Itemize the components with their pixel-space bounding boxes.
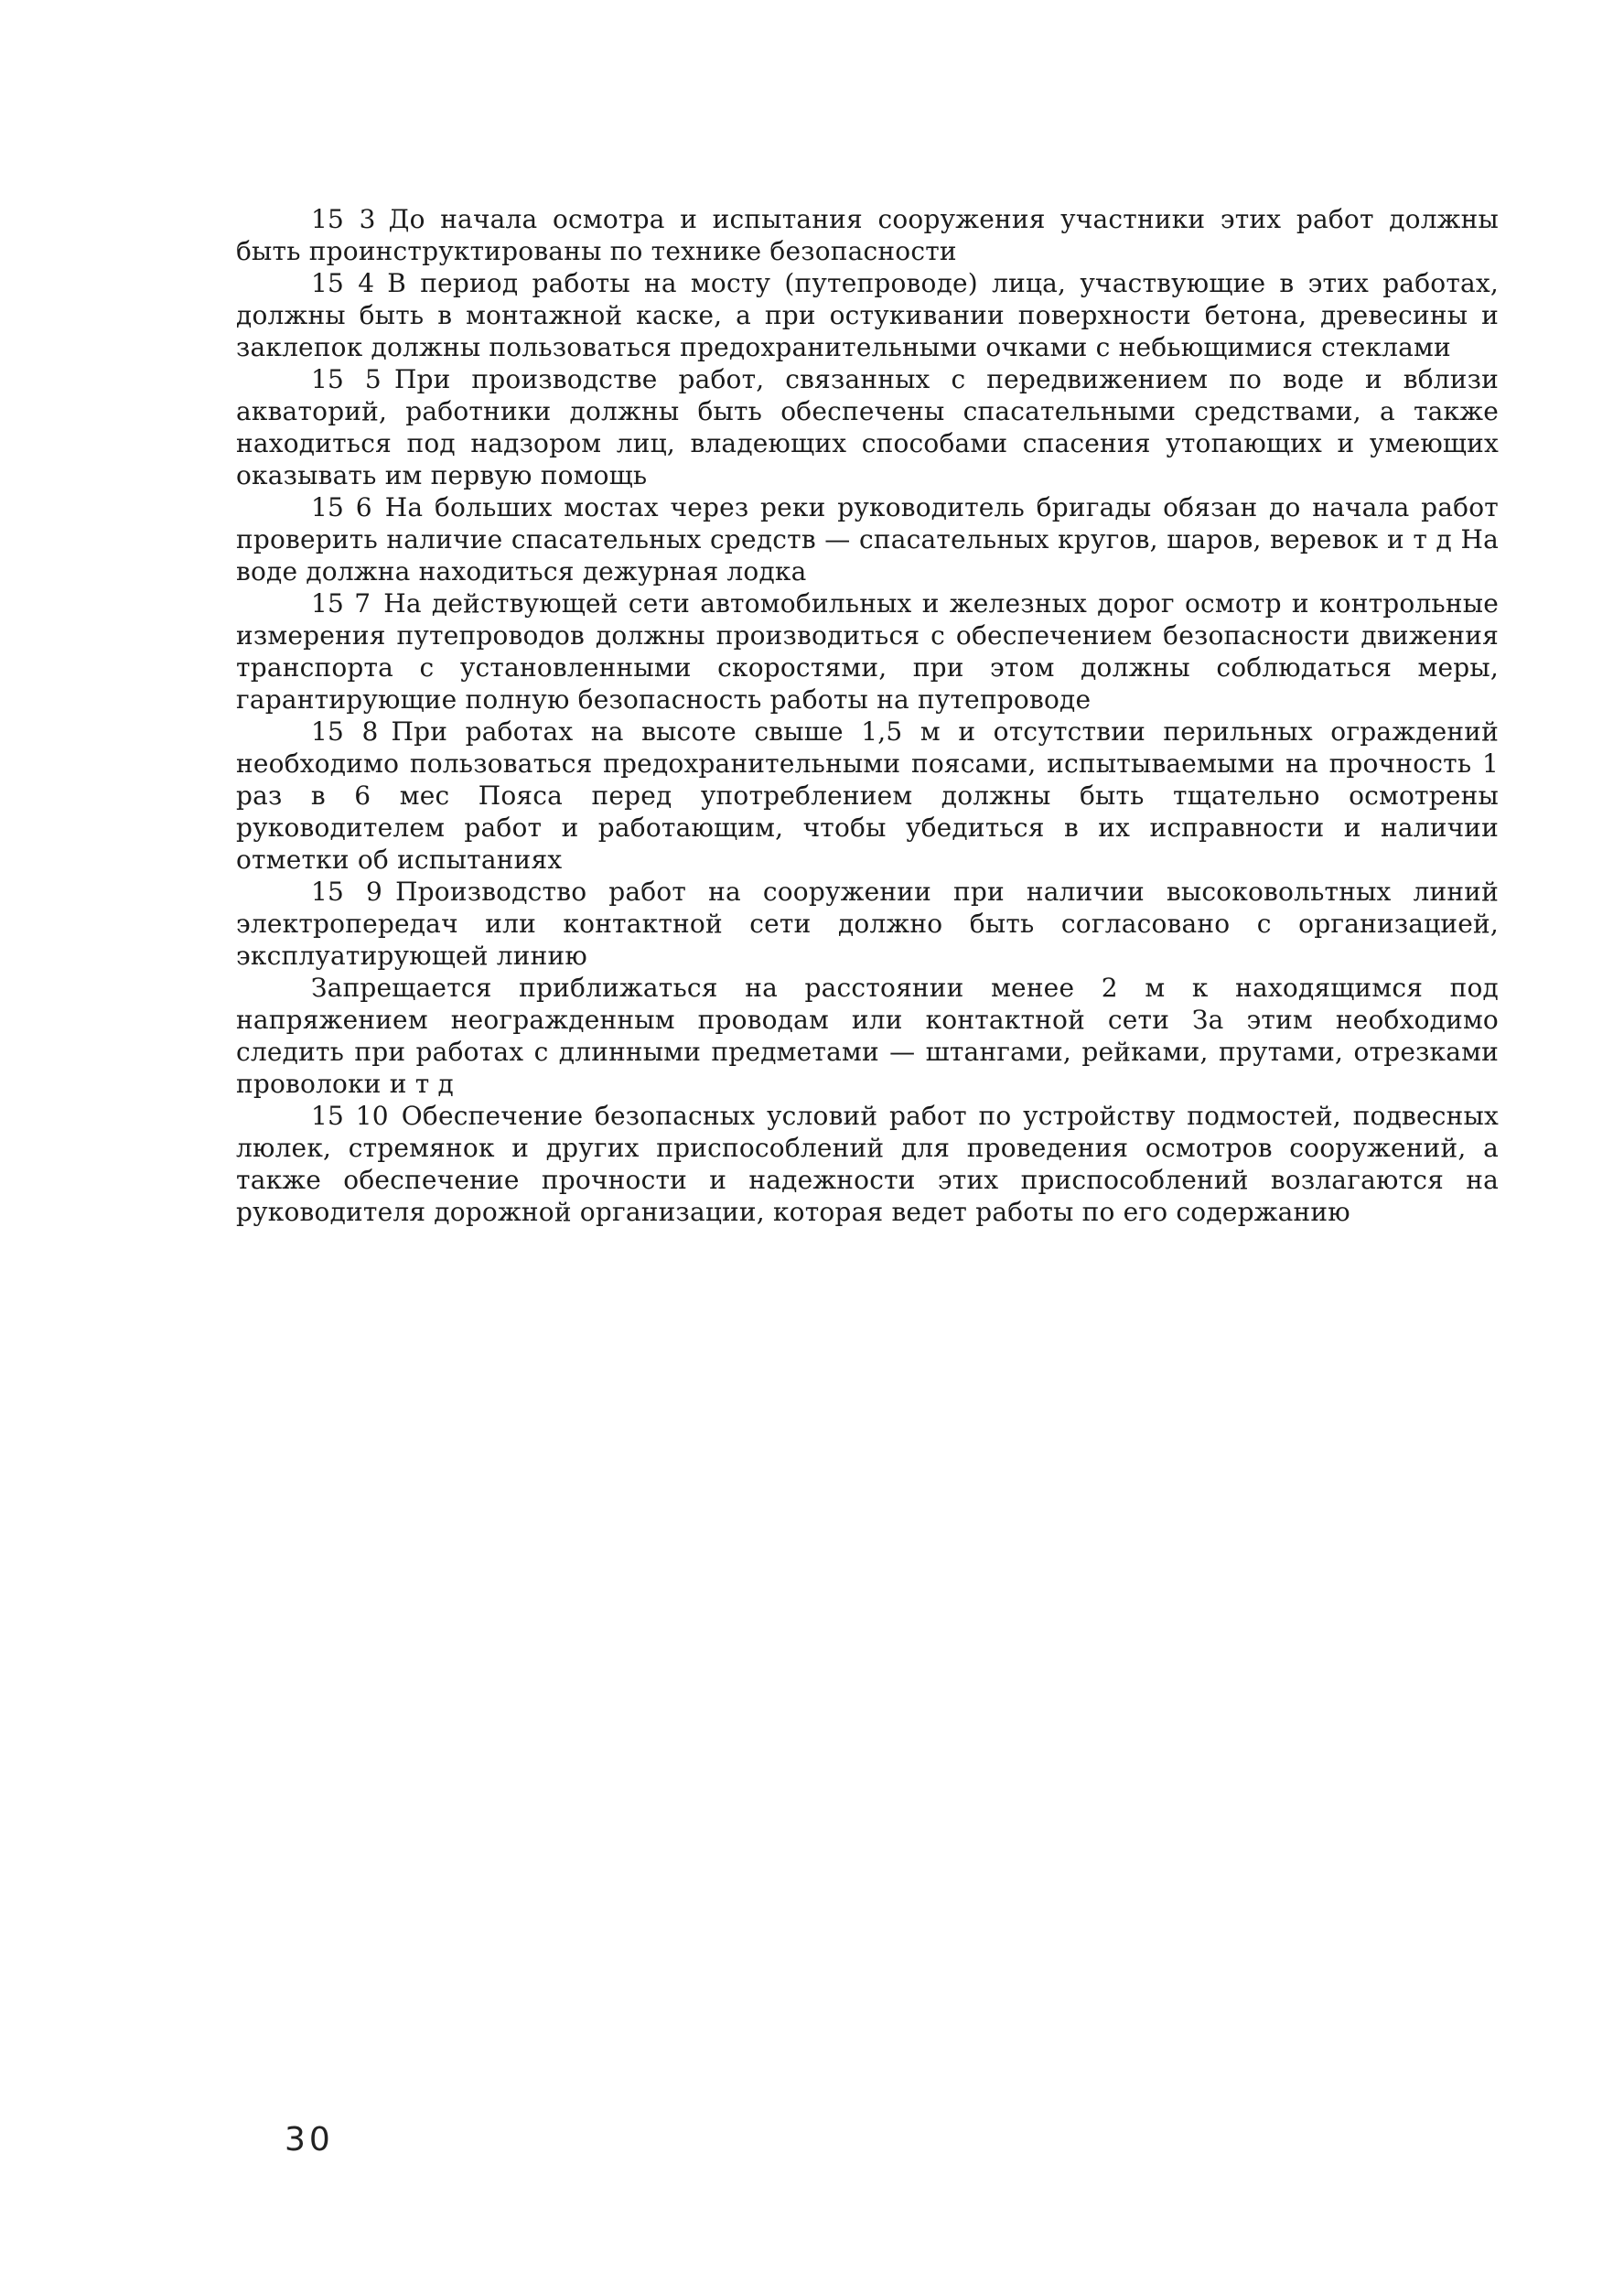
paragraph-text: В период работы на мосту (путепроводе) лица, участвующие в этих работах, должны быть в монтажной каске, а при остукивании поверхности бетона, древесины и заклепок должны пользоваться предохранительными очками с небьющимися стеклами [236, 268, 1499, 362]
paragraph-15-4 [236, 267, 1499, 363]
clause-number: 15 8 [311, 716, 379, 747]
clause-number: 15 5 [311, 364, 382, 394]
clause-number: 15 6 [311, 492, 372, 522]
paragraph-15-9 [236, 876, 1499, 972]
paragraph-15-6 [236, 491, 1499, 587]
paragraph-text: Производство работ на сооружении при наличии высоковольтных линий электропередач или контактной сети должно быть согласовано с организацией, эксплуатирующей линию [236, 877, 1499, 971]
paragraph-text: При производстве работ, связанных с передвижением по воде и вблизи акваторий, работники должны быть обеспечены спасательными средствами, а также находиться под надзором лиц, владеющих способами спасения утопающих и умеющих оказывать им первую помощь [236, 364, 1499, 490]
paragraph-text: Обеспечение безопасных условий работ по устройству подмостей, подвесных люлек, стремянок и других приспособлений для проведения осмотров сооружений, а также обеспечение прочности и надежности этих приспособлений возлагаются на руководителя дорожной организации, которая ведет работы по его содержанию [236, 1101, 1499, 1227]
paragraph-text: При работах на высоте свыше 1,5 м и отсутствии перильных ограждений необходимо пользоваться предохранительными поясами, испытываемыми на прочность 1 раз в 6 мес Пояса перед употреблением должны быть тщательно осмотрены руководителем работ и работающим, чтобы убедиться в их исправности и наличии отметки об испытаниях [236, 716, 1500, 875]
page-number: 30 [285, 2121, 334, 2158]
paragraph-text: Запрещается приближаться на расстоянии менее 2 м к находящимся под напряжением неогражденным проводам или контактной сети За этим необходимо следить при работах с длинными предметами — штангами, рейками, прутами, отрезками проволоки и т д [236, 973, 1499, 1099]
paragraph-15-3 [236, 203, 1499, 267]
paragraph-15-5 [236, 363, 1499, 491]
paragraph-text: На действующей сети автомобильных и железных дорог осмотр и контрольные измерения путепроводов должны производиться с обеспечением безопасности движения транспорта с установленными скоростями, при этом должны соблюдаться меры, гарантирующие полную безопасность работы на путепроводе [236, 588, 1499, 715]
clause-number: 15 4 [311, 268, 375, 298]
clause-number: 15 7 [311, 588, 371, 619]
paragraph-15-8 [236, 716, 1499, 876]
paragraph-text: До начала осмотра и испытания сооружения участники этих работ должны быть проинструктированы по технике безопасности [236, 204, 1499, 266]
clause-number: 15 10 [311, 1101, 389, 1131]
paragraph-15-10 [236, 1100, 1499, 1228]
clause-number: 15 9 [311, 877, 383, 907]
paragraph-15-7 [236, 587, 1499, 716]
body-text [236, 203, 1499, 1228]
paragraph-prohibition [236, 972, 1499, 1100]
clause-number: 15 3 [311, 204, 376, 234]
paragraph-text: На больших мостах через реки руководитель бригады обязан до начала работ проверить наличие спасательных средств — спасательных кругов, шаров, веревок и т д На воде должна находиться дежурная лодка [236, 492, 1499, 587]
